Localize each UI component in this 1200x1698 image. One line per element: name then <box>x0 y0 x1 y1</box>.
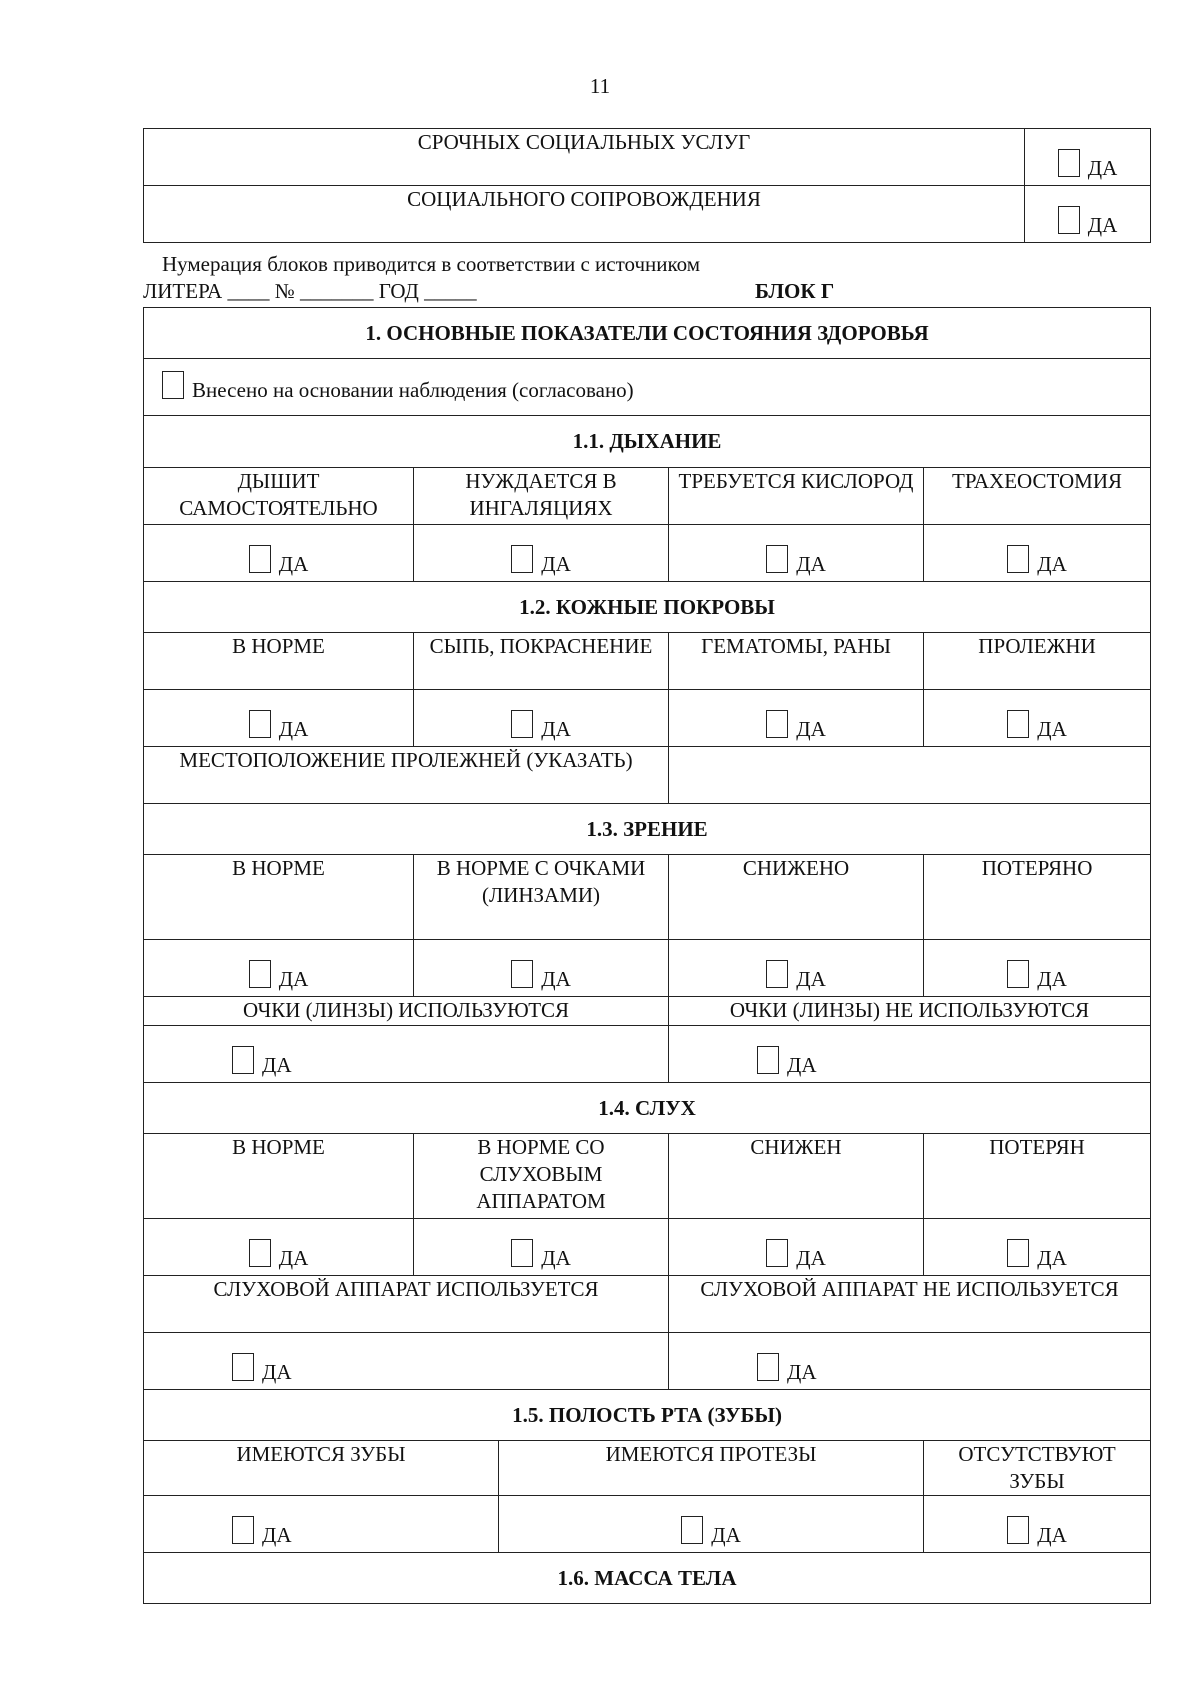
services-table <box>143 128 1151 243</box>
yes-checkbox-cell[interactable]: ДА <box>669 1333 1151 1390</box>
checkbox[interactable] <box>1007 710 1029 738</box>
mouth-col: ОТСУТСТВУЮТ ЗУБЫ <box>924 1441 1151 1496</box>
social-support-label: СОЦИАЛЬНОГО СОПРОВОЖДЕНИЯ <box>144 186 1025 243</box>
yes-checkbox-cell[interactable]: ДА <box>924 1496 1151 1553</box>
yes-checkbox-cell[interactable]: ДА <box>144 1333 669 1390</box>
skin-title: 1.2. КОЖНЫЕ ПОКРОВЫ <box>144 582 1151 633</box>
checkbox[interactable] <box>757 1353 779 1381</box>
checkbox[interactable] <box>757 1046 779 1074</box>
checkbox[interactable] <box>1007 1516 1029 1544</box>
block-label: БЛОК Г <box>755 279 835 303</box>
yes-checkbox-cell[interactable]: ДА <box>924 1219 1151 1276</box>
hearing-col: ПОТЕРЯН <box>924 1134 1151 1219</box>
yes-checkbox-cell[interactable]: ДА <box>144 1496 499 1553</box>
hearing-col: В НОРМЕ СО СЛУХОВЫМ АППАРАТОМ <box>414 1134 669 1219</box>
yes-checkbox-cell[interactable]: ДА <box>924 940 1151 997</box>
yes-checkbox-cell[interactable]: ДА <box>144 690 414 747</box>
section-1-title: 1. ОСНОВНЫЕ ПОКАЗАТЕЛИ СОСТОЯНИЯ ЗДОРОВЬЯ <box>144 308 1151 359</box>
checkbox[interactable] <box>1007 545 1029 573</box>
mouth-col: ИМЕЮТСЯ ПРОТЕЗЫ <box>499 1441 924 1496</box>
checkbox[interactable] <box>232 1046 254 1074</box>
checkbox[interactable] <box>232 1353 254 1381</box>
breathing-title: 1.1. ДЫХАНИЕ <box>144 416 1151 468</box>
breathing-col: ДЫШИТ САМОСТОЯТЕЛЬНО <box>144 468 414 525</box>
checkbox[interactable] <box>249 710 271 738</box>
hearing-aid-not-used-label: СЛУХОВОЙ АППАРАТ НЕ ИСПОЛЬЗУЕТСЯ <box>669 1276 1151 1333</box>
hearing-aid-used-label: СЛУХОВОЙ АППАРАТ ИСПОЛЬЗУЕТСЯ <box>144 1276 669 1333</box>
checkbox[interactable] <box>1058 206 1080 234</box>
checkbox[interactable] <box>1007 1239 1029 1267</box>
checkbox[interactable] <box>162 371 184 399</box>
glasses-not-used-label: ОЧКИ (ЛИНЗЫ) НЕ ИСПОЛЬЗУЮТСЯ <box>669 997 1151 1026</box>
vision-col: В НОРМЕ <box>144 855 414 940</box>
yes-checkbox-cell[interactable]: ДА <box>144 1026 669 1083</box>
numbering-note: Нумерация блоков приводится в соответствии с источником <box>162 252 701 276</box>
yes-checkbox-cell[interactable]: ДА <box>414 940 669 997</box>
yes-checkbox-cell[interactable]: ДА <box>414 690 669 747</box>
social-support-yes[interactable]: ДА <box>1025 186 1151 243</box>
bedsore-location-label: МЕСТОПОЛОЖЕНИЕ ПРОЛЕЖНЕЙ (УКАЗАТЬ) <box>144 747 669 804</box>
health-table <box>143 307 1151 1604</box>
vision-col: СНИЖЕНО <box>669 855 924 940</box>
observation-label: Внесено на основании наблюдения (согласовано) <box>192 377 634 402</box>
page-number: 11 <box>589 74 611 98</box>
yes-checkbox-cell[interactable]: ДА <box>924 525 1151 582</box>
vision-col: ПОТЕРЯНО <box>924 855 1151 940</box>
yes-checkbox-cell[interactable]: ДА <box>144 940 414 997</box>
yes-checkbox-cell[interactable]: ДА <box>669 1219 924 1276</box>
checkbox[interactable] <box>249 1239 271 1267</box>
skin-col: СЫПЬ, ПОКРАСНЕНИЕ <box>414 633 669 690</box>
checkbox[interactable] <box>681 1516 703 1544</box>
bedsore-location-field[interactable] <box>669 747 1151 804</box>
checkbox[interactable] <box>232 1516 254 1544</box>
breathing-col: ТРЕБУЕТСЯ КИСЛОРОД <box>669 468 924 525</box>
skin-col: ГЕМАТОМЫ, РАНЫ <box>669 633 924 690</box>
checkbox[interactable] <box>766 1239 788 1267</box>
breathing-col: НУЖДАЕТСЯ В ИНГАЛЯЦИЯХ <box>414 468 669 525</box>
yes-checkbox-cell[interactable]: ДА <box>144 525 414 582</box>
checkbox[interactable] <box>511 710 533 738</box>
urgent-services-label: СРОЧНЫХ СОЦИАЛЬНЫХ УСЛУГ <box>144 129 1025 186</box>
checkbox[interactable] <box>766 545 788 573</box>
yes-checkbox-cell[interactable]: ДА <box>669 1026 1151 1083</box>
observation-row[interactable] <box>144 359 1151 416</box>
yes-checkbox-cell[interactable]: ДА <box>144 1219 414 1276</box>
hearing-col: СНИЖЕН <box>669 1134 924 1219</box>
mouth-title: 1.5. ПОЛОСТЬ РТА (ЗУБЫ) <box>144 1390 1151 1441</box>
checkbox[interactable] <box>1007 960 1029 988</box>
vision-title: 1.3. ЗРЕНИЕ <box>144 804 1151 855</box>
yes-checkbox-cell[interactable]: ДА <box>499 1496 924 1553</box>
yes-checkbox-cell[interactable]: ДА <box>669 690 924 747</box>
checkbox[interactable] <box>766 710 788 738</box>
mouth-col: ИМЕЮТСЯ ЗУБЫ <box>144 1441 499 1496</box>
skin-col: ПРОЛЕЖНИ <box>924 633 1151 690</box>
checkbox[interactable] <box>766 960 788 988</box>
litera-line[interactable]: ЛИТЕРА ____ № _______ ГОД _____ <box>143 279 477 303</box>
skin-col: В НОРМЕ <box>144 633 414 690</box>
checkbox[interactable] <box>249 545 271 573</box>
yes-checkbox-cell[interactable]: ДА <box>924 690 1151 747</box>
yes-checkbox-cell[interactable]: ДА <box>669 525 924 582</box>
checkbox[interactable] <box>511 545 533 573</box>
hearing-title: 1.4. СЛУХ <box>144 1083 1151 1134</box>
yes-checkbox-cell[interactable]: ДА <box>414 525 669 582</box>
checkbox[interactable] <box>1058 149 1080 177</box>
checkbox[interactable] <box>511 960 533 988</box>
vision-col: В НОРМЕ С ОЧКАМИ (ЛИНЗАМИ) <box>414 855 669 940</box>
checkbox[interactable] <box>511 1239 533 1267</box>
yes-checkbox-cell[interactable]: ДА <box>669 940 924 997</box>
glasses-used-label: ОЧКИ (ЛИНЗЫ) ИСПОЛЬЗУЮТСЯ <box>144 997 669 1026</box>
body-mass-title: 1.6. МАССА ТЕЛА <box>144 1553 1151 1604</box>
breathing-col: ТРАХЕОСТОМИЯ <box>924 468 1151 525</box>
checkbox[interactable] <box>249 960 271 988</box>
hearing-col: В НОРМЕ <box>144 1134 414 1219</box>
urgent-services-yes[interactable]: ДА <box>1025 129 1151 186</box>
yes-checkbox-cell[interactable]: ДА <box>414 1219 669 1276</box>
